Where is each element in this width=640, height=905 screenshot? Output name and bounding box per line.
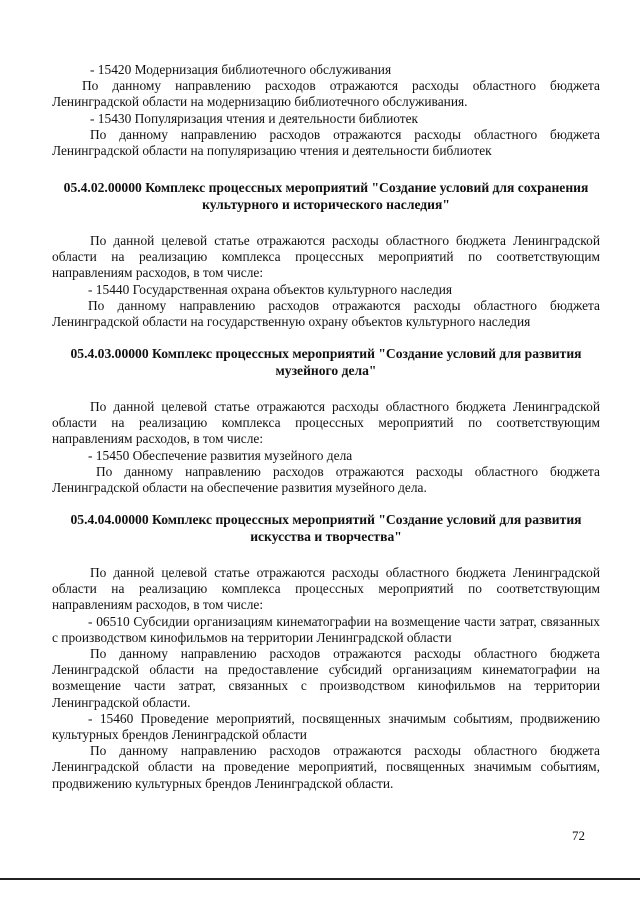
paragraph-15430: По данному направлению расходов отражаются расходы областного бюджета Ленинградской области на популяризацию чтения и деятельности библиотек bbox=[52, 126, 600, 159]
section-body-05-4-03 bbox=[52, 399, 600, 496]
item-15420: - 15420 Модернизация библиотечного обслуживания bbox=[90, 62, 392, 77]
item-15450: - 15450 Обеспечение развития музейного дела bbox=[88, 447, 353, 463]
paragraph-06510: По данному направлению расходов отражаются расходы областного бюджета Ленинградской области на предоставление субсидий организациям кинематографии на возмещение части затрат, связанных с производством кинофильмов на территории Ленинградской области. bbox=[52, 646, 600, 710]
item-15460: - 15460 Проведение мероприятий, посвященных значимым событиям, продвижению культурных брендов Ленинградской области bbox=[52, 710, 600, 743]
bottom-rule bbox=[0, 878, 640, 880]
paragraph-15450: По данному направлению расходов отражаются расходы областного бюджета Ленинградской области на обеспечение развития музейного дела. bbox=[52, 463, 600, 496]
item-06510: - 06510 Субсидии организациям кинематографии на возмещение части затрат, связанных с производством кинофильмов на территории Ленинградской области bbox=[52, 613, 600, 645]
section-heading-05-4-03: 05.4.03.00000 Комплекс процессных мероприятий "Создание условий для развития музейного дела" bbox=[70, 346, 582, 378]
section-intro-paragraph: По данной целевой статье отражаются расходы областного бюджета Ленинградской области на реализацию комплекса процессных мероприятий по соответствующим направлениям расходов, в том числе: bbox=[52, 233, 600, 281]
section-intro-paragraph: По данной целевой статье отражаются расходы областного бюджета Ленинградской области на реализацию комплекса процессных мероприятий по соответствующим направлениям расходов, в том числе: bbox=[52, 565, 600, 613]
intro-block bbox=[52, 62, 600, 159]
page-number: 72 bbox=[572, 828, 585, 843]
item-15440: - 15440 Государственная охрана объектов культурного наследия bbox=[88, 281, 453, 297]
section-intro-paragraph: По данной целевой статье отражаются расходы областного бюджета Ленинградской области на реализацию комплекса процессных мероприятий по соответствующим направлениям расходов, в том числе: bbox=[52, 399, 600, 447]
section-heading-05-4-02: 05.4.02.00000 Комплекс процессных мероприятий "Создание условий для сохранения культурного и исторического наследия" bbox=[63, 180, 589, 212]
section-body-05-4-02 bbox=[52, 233, 600, 330]
section-heading-05-4-04: 05.4.04.00000 Комплекс процессных мероприятий "Создание условий для развития искусства и творчества" bbox=[70, 512, 582, 544]
paragraph-15440: По данному направлению расходов отражаются расходы областного бюджета Ленинградской области на государственную охрану объектов культурного наследия bbox=[52, 297, 600, 330]
paragraph-15420: По данному направлению расходов отражаются расходы областного бюджета Ленинградской области на модернизацию библиотечного обслуживания. bbox=[52, 78, 600, 110]
item-15430: - 15430 Популяризация чтения и деятельности библиотек bbox=[90, 110, 419, 126]
section-body-05-4-04 bbox=[52, 565, 600, 792]
paragraph-15460: По данному направлению расходов отражаются расходы областного бюджета Ленинградской области на проведение мероприятий, посвященных значимым событиям, продвижению культурных брендов Ленинградской области. bbox=[52, 743, 600, 791]
